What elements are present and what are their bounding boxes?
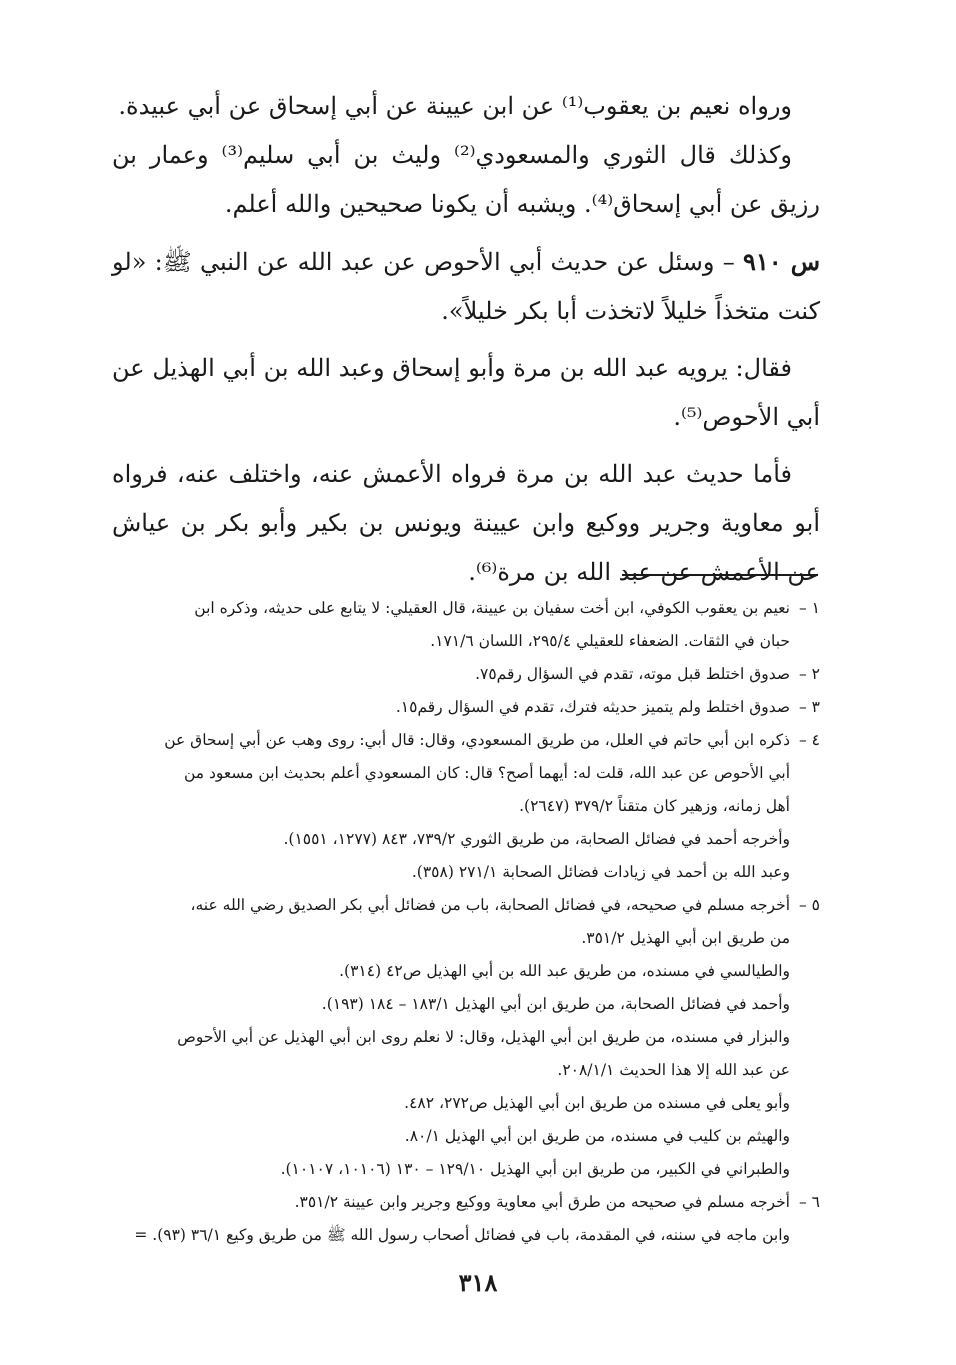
footnote-6 bbox=[112, 1186, 820, 1252]
footnote-number: ١ – bbox=[798, 599, 820, 617]
footnote-number: ٣ – bbox=[798, 698, 820, 716]
paragraph-1: ورواه نعيم بن يعقوب⁽¹⁾ عن ابن عيينة عن أبي إسحاق عن أبي عبيدة. bbox=[118, 92, 792, 120]
footnote-3 bbox=[112, 691, 820, 724]
footnote-5 bbox=[112, 889, 820, 1186]
footnote-line: أهل زمانه، وزهير كان متقناً ٣٧٩/٢ (٢٦٤٧). bbox=[519, 797, 790, 815]
footnote-line: وأخرجه أحمد في فضائل الصحابة، من طريق الثوري ٧٣٩/٢، ٨٤٣ (١٢٧٧، ١٥٥١). bbox=[283, 830, 790, 848]
footnote-2 bbox=[112, 658, 820, 691]
footnote-line: نعيم بن يعقوب الكوفي، ابن أخت سفيان بن عيينة، قال العقيلي: لا يتابع على حديثه، وذكره ابن bbox=[194, 599, 790, 617]
question-number: س ٩١٠ bbox=[743, 247, 820, 276]
footnote-line: وعبد الله بن أحمد في زيادات فضائل الصحابة ٢٧١/١ (٣٥٨). bbox=[411, 863, 790, 881]
footnote-line: حبان في الثقات. الضعفاء للعقيلي ٢٩٥/٤، اللسان ١٧١/٦. bbox=[430, 632, 790, 650]
footnote-line: وأبو يعلى في مسنده من طريق ابن أبي الهذيل ص٢٧٢، ٤٨٢. bbox=[404, 1094, 790, 1112]
question-text: – وسئل عن حديث أبي الأحوص عن عبد الله عن النبي ﷺ: «لو كنت متخذاً خليلاً لاتخذت أبا بكر خليلاً». bbox=[112, 248, 820, 325]
footnote-line: ذكره ابن أبي حاتم في العلل، من طريق المسعودي، وقال: قال أبي: روى وهب عن أبي إسحاق عن bbox=[164, 731, 790, 749]
footnote-line: وأحمد في فضائل الصحابة، من طريق ابن أبي الهذيل ١٨٣/١ – ١٨٤ (١٩٣). bbox=[321, 995, 790, 1013]
question-paragraph bbox=[112, 237, 820, 336]
paragraph-5: فأما حديث عبد الله بن مرة فرواه الأعمش عنه، واختلف عنه، فرواه أبو معاوية وجرير ووكيع وابن عيينة ويونس بن بكير وأبو بكر بن عياش عن الأعمش عن عبد الله بن مرة⁽⁶⁾. bbox=[112, 460, 820, 586]
footnote-number: ٢ – bbox=[798, 665, 820, 683]
footnote-line: والطيالسي في مسنده، من طريق عبد الله بن أبي الهذيل ص٤٢ (٣١٤). bbox=[339, 962, 790, 980]
paragraph-2: وكذلك قال الثوري والمسعودي⁽²⁾ وليث بن أبي سليم⁽³⁾ وعمار بن رزيق عن أبي إسحاق⁽⁴⁾. ويشبه أن يكونا صحيحين والله أعلم. bbox=[112, 141, 820, 218]
footnote-number: ٤ – bbox=[798, 731, 820, 749]
main-text bbox=[112, 82, 820, 597]
footnote-line: والطبراني في الكبير، من طريق ابن أبي الهذيل ١٢٩/١٠ – ١٣٠ (١٠١٠٦، ١٠١٠٧). bbox=[280, 1160, 790, 1178]
footnote-line: والبزار في مسنده، من طريق ابن أبي الهذيل، وقال: لا نعلم روى ابن أبي الهذيل عن أبي الأحوص bbox=[177, 1028, 790, 1046]
footnote-line: أخرجه مسلم في صحيحه، في فضائل الصحابة، باب من فضائل أبي بكر الصديق رضي الله عنه، bbox=[190, 896, 790, 914]
footnote-4 bbox=[112, 724, 820, 889]
footnote-number: ٦ – bbox=[798, 1193, 820, 1211]
paragraph-4: فقال: يرويه عبد الله بن مرة وأبو إسحاق وعبد الله بن أبي الهذيل عن أبي الأحوص⁽⁵⁾. bbox=[112, 354, 820, 431]
footnote-line: أخرجه مسلم في صحيحه من طرق أبي معاوية ووكيع وجرير وابن عيينة ٣٥١/٢. bbox=[294, 1193, 790, 1211]
footnote-number: ٥ – bbox=[798, 896, 820, 914]
page-number: ٣١٨ bbox=[458, 1268, 498, 1297]
footnote-divider bbox=[622, 574, 818, 576]
footnote-1 bbox=[112, 592, 820, 658]
footnote-line: من طريق ابن أبي الهذيل ٣٥١/٢. bbox=[581, 929, 790, 947]
footnote-line: والهيثم بن كليب في مسنده، من طريق ابن أبي الهذيل ٨٠/١. bbox=[404, 1127, 790, 1145]
footnote-line: أبي الأحوص عن عبد الله، قلت له: أيهما أصح؟ قال: كان المسعودي أعلم بحديث ابن مسعود من bbox=[183, 764, 790, 782]
footnotes bbox=[112, 592, 820, 1252]
footnote-line: وابن ماجه في سننه، في المقدمة، باب في فضائل أصحاب رسول الله ﷺ من طريق وكيع ٣٦/١ (٩٣). = bbox=[134, 1226, 790, 1244]
footnote-line: صدوق اختلط قبل موته، تقدم في السؤال رقم٧٥. bbox=[475, 665, 790, 683]
footnote-line: عن عبد الله إلا هذا الحديث ٢٠٨/١/١. bbox=[557, 1061, 790, 1079]
footnote-line: صدوق اختلط ولم يتميز حديثه فترك، تقدم في السؤال رقم١٥. bbox=[395, 698, 790, 716]
